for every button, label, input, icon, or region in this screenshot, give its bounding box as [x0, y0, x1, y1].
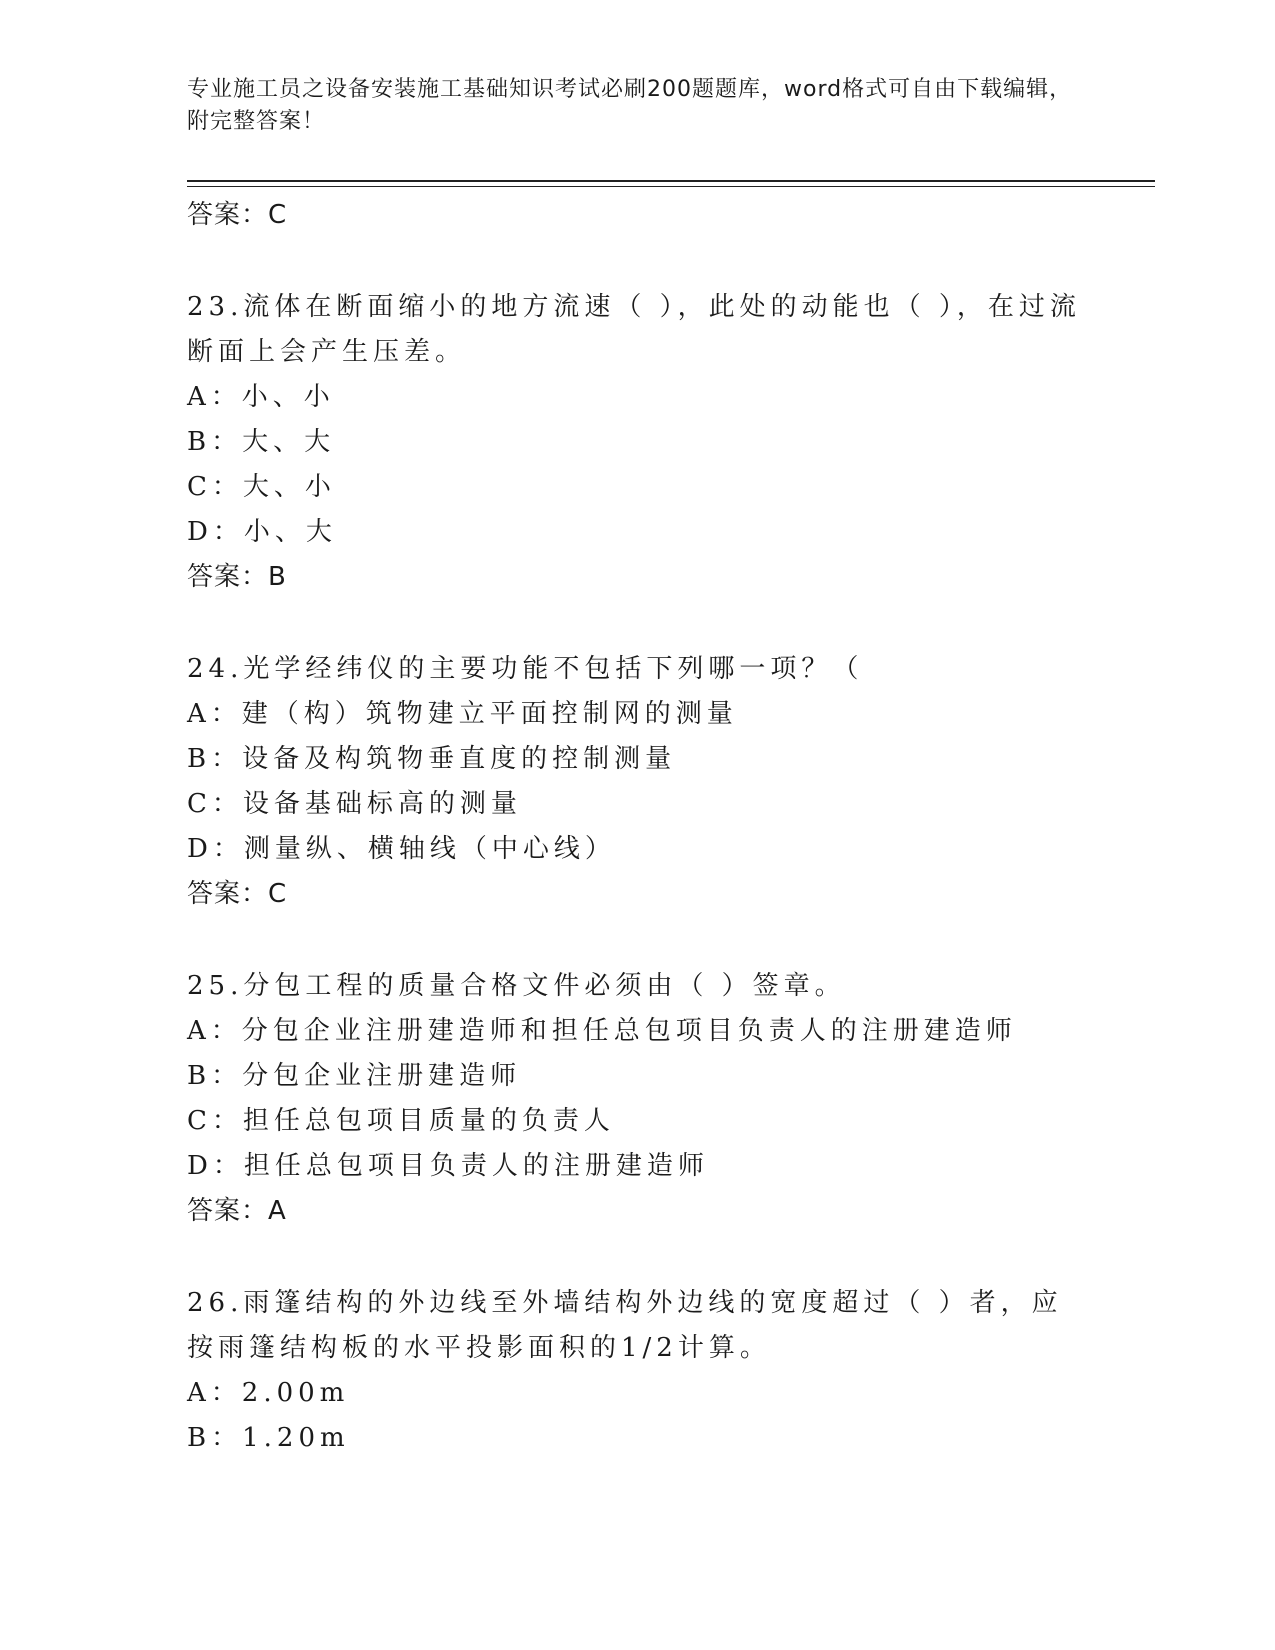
option-d: D：小、大 — [187, 517, 337, 547]
option-c: C：大、小 — [187, 472, 336, 502]
option-a: A：分包企业注册建造师和担任总包项目负责人的注册建造师 — [187, 1016, 1017, 1046]
option-a: A：建（构）筑物建立平面控制网的测量 — [187, 699, 738, 729]
question-stem: 25.分包工程的质量合格文件必须由（ ）签章。 — [187, 971, 846, 1001]
answer-line: 答案：A — [187, 1196, 287, 1226]
option-b: B：设备及构筑物垂直度的控制测量 — [187, 744, 677, 774]
question-list — [187, 193, 1147, 1461]
option-b: B：分包企业注册建造师 — [187, 1061, 522, 1091]
option-c: C：设备基础标高的测量 — [187, 789, 522, 819]
header-divider-thin — [187, 186, 1155, 187]
question-stem: 26.雨篷结构的外边线至外墙结构外边线的宽度超过（ ）者，应按雨篷结构板的水平投影面积的1/2计算。 — [187, 1288, 1063, 1363]
answer-line: 答案：C — [187, 200, 288, 230]
answer-line: 答案：C — [187, 879, 288, 909]
question-block — [187, 285, 1147, 599]
document-header: 专业施工员之设备安装施工基础知识考试必刷200题题库，word格式可自由下载编辑，附完整答案！ — [187, 77, 1073, 134]
question-block — [187, 1281, 1147, 1461]
question-stem: 23.流体在断面缩小的地方流速（ ），此处的动能也（ ），在过流断面上会产生压差。 — [187, 292, 1081, 367]
option-b: B：大、大 — [187, 427, 336, 457]
option-d: D：测量纵、横轴线（中心线） — [187, 834, 616, 864]
question-stem: 24.光学经纬仪的主要功能不包括下列哪一项？（ — [187, 654, 864, 684]
option-d: D：担任总包项目负责人的注册建造师 — [187, 1151, 709, 1181]
option-b: B：1.20m — [187, 1423, 350, 1453]
header-divider — [187, 180, 1155, 182]
question-block — [187, 647, 1147, 916]
option-c: C：担任总包项目质量的负责人 — [187, 1106, 615, 1136]
option-a: A：小、小 — [187, 382, 335, 412]
answer-line: 答案：B — [187, 562, 287, 592]
question-block — [187, 964, 1147, 1233]
option-a: A：2.00m — [187, 1378, 350, 1408]
